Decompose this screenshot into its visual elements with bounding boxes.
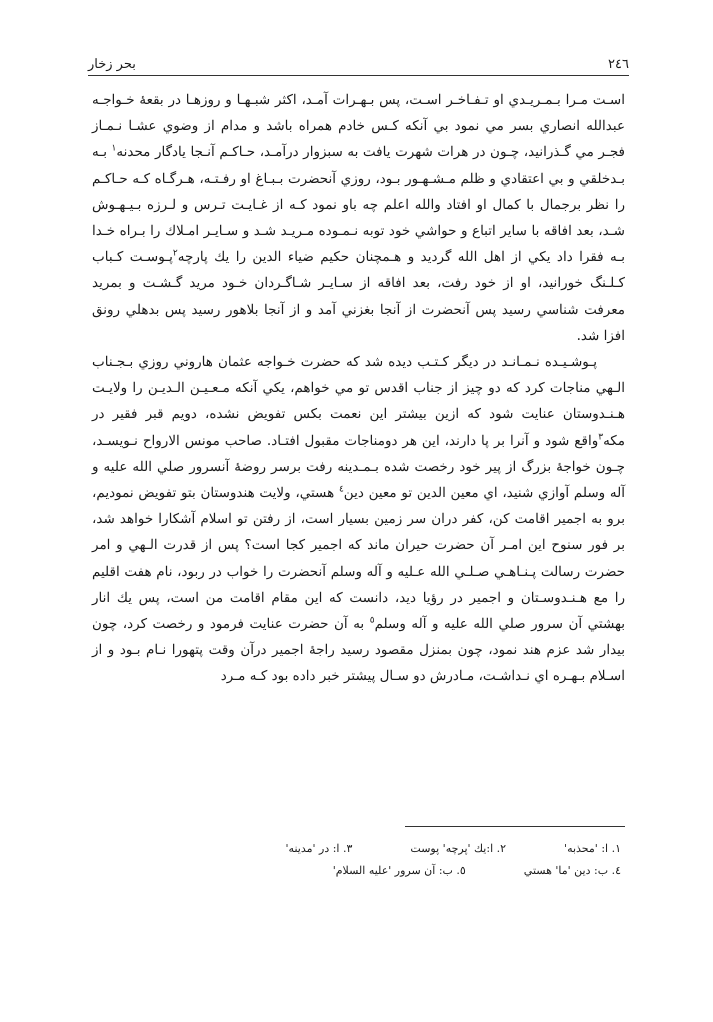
footnote: ٣. ا: در 'مدينه' — [285, 842, 353, 855]
footnote-row — [140, 838, 621, 860]
header-divider — [88, 75, 629, 76]
text-segment: پـوشـيـده نـمـانـد در ديگر كـتـب ديده شد كه حضرت خـواجه عثمان هاروني روزي بـجـناب الـهي مناجات كرد كه دو چيز از جناب اقدس تو مي خواهم، يكي آنكه مـعـيـن الـديـن را ولايـت هـنـدوستان عنايت شود كه ازين بيشتر اين نعمت بكس تفويض نشده، دويم قبر فقير در مكه — [92, 354, 625, 449]
page-number: ۲٤٦ — [608, 57, 629, 72]
text-segment: پـوسـت كـباب كـلـنگ خورانيد، او از خود رفت، بعد افاقه از سـايـر شـاگـردان خـود مريد گـشـت و بمريد معرفت شناسي رسيد پس آنحضرت از آنجا بغزني آمد و از آنجا بلاهور رسيد پس بدهلي رونق افزا شد. — [92, 249, 625, 344]
footnote: ٥. ب: آن سرور 'عليه السلام' — [332, 864, 466, 877]
footnote: ٢. ا:يك 'پرچه' پوست — [410, 842, 507, 855]
footnote-row — [140, 860, 621, 882]
footnote-ref: ٤ — [338, 484, 344, 495]
paragraph — [92, 349, 625, 690]
paragraph — [92, 87, 625, 349]
footnotes — [140, 838, 621, 882]
footnote: ١. ا: 'محذبه' — [564, 842, 621, 855]
text-segment: به آن حضرت عنايت فرمود و رخصت كرد، چون بيدار شد عزم هند نمود، چون بمنزل مقصود رسيد راجهٔ اجمير درآن وقت پتهورا نـام بـود و از اسـلام بـهـره اي نـداشـت، مـادرش دو سـال پيشتر خبر داده بود كـه مـرد — [92, 616, 625, 685]
footnote-divider — [405, 826, 625, 827]
footnote-ref: ٢ — [172, 248, 178, 259]
body-text — [92, 87, 625, 690]
text-segment: بـه بـدخلقي و بي اعتقادي و ظلم مـشـهـور بـود، روزي آنحضرت بـبـاغ او رفـتـه، هـرگـاه كـه حـاكـم را نظر برجمال با كمال او افتاد والله اعلم چه باو نمود كـه از غـايـت تـرس و لـرزه بـيـهـوش شـد، بعد افاقه با ساير اتباع و حواشي خود توبه نـمـوده مـريـد شـد و سـايـر امـلاك را بـراه خـدا بـه فقرا داد يكي از اهل الله گرديد و هـمچنان حكيم ضياء الدين را يك پارچه — [92, 144, 625, 266]
footnote-ref: ١ — [111, 143, 117, 154]
footnote: ٤. ب: دين 'ما' هستي — [523, 864, 621, 877]
running-header — [88, 50, 629, 72]
running-title: بحر زخار — [88, 57, 136, 72]
footnote-ref: ٣ — [598, 432, 604, 443]
footnote-ref: ٥ — [369, 615, 375, 626]
text-segment: واقع شود و آنرا بر پا دارند، اين هر دومناجات مقبول افتـاد. صاحب مونس الارواح نـويسـد، چـون خواجهٔ بزرگ از پير خود رخصت شده بـمـدينه رفت برسر روضهٔ آنسرور صلي الله عليه و آله وسلم آوازي شنيد، اي معين الدين تو معين دين — [92, 432, 625, 502]
text-segment: اسـت مـرا بـمـريـدي او تـفـاخـر اسـت، پس بـهـرات آمـد، اكثر شبـهـا و روزهـا در بقعهٔ خـواجـه عبدالله انصاري بسر مي نمود بي آنكه كـس خادم همراه باشد و مدام از وضوي عشـا نـمـاز فجـر مي گـذرانيد، چـون در هرات شهرت يافت به سبزوار درآمـد، حـاكـم آنـجا يادگار محدنه — [92, 92, 626, 161]
text-segment: هستي، ولايت هندوستان بتو تفويض نموديم، برو به اجمير اقامت كن، كفر دران سر زمين بسيار است، از رفتن تو اسلام آشكارا خواهد شد، بر فور سنوح اين امـر آن حضرت حيران ماند كه اجمير كجا است؟ پس از قدرت الـهي و امر حضرت رسالت پـنـاهـي صـلـي الله عـليه و آله وسلم آنحضرت را خواب در ربود، نام هفت اقليم را مع هـنـدوسـتان و اجمير در رؤيا ديد، دانست كه اين مقام اقامت من است، پس يك انار بهشتي آن سرور صلي الله عليه و آله وسلم — [92, 485, 625, 633]
